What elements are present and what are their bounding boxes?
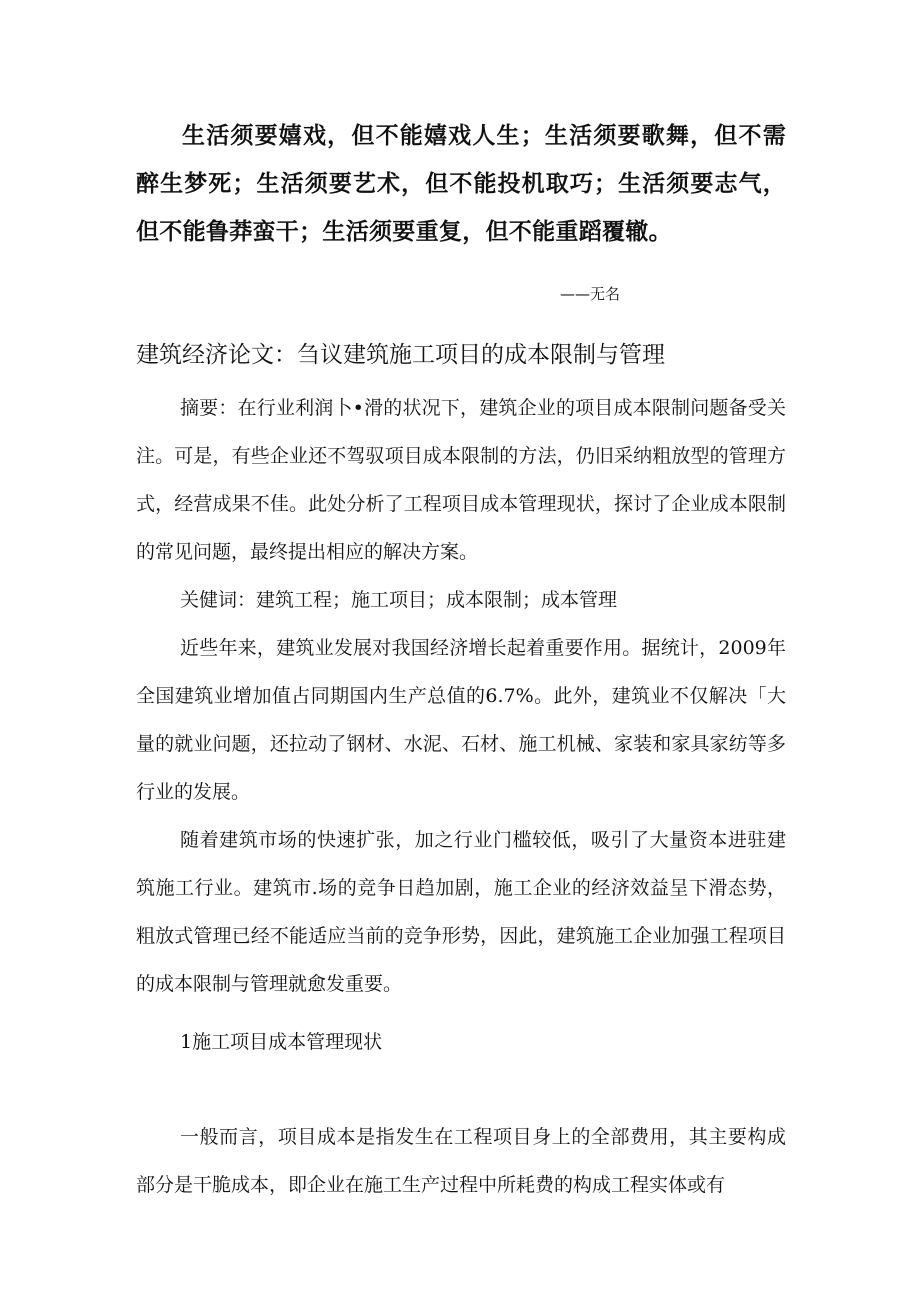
epigraph-attribution: ——无名 (560, 285, 621, 303)
keywords-line: 关健词：建筑工程；施工项目；成本限制；成本管理 (180, 589, 618, 611)
body-paragraph-1: 近些年来，建筑业发展对我国经济增长起着重要作用。据统计，2009年全国建筑业增加值占同期国内生产总值的6.7%。此外，建筑业不仅解决「大量的就业问题，还拉动了钢材、水泥、石材、施工机械、家装和家具家纺等多行业的发展。 (136, 637, 786, 803)
epigraph-quote: 生活须要嬉戏，但不能嬉戏人生；生活须要歌舞，但不需醉生梦死；生活须要艺术，但不能投机取巧；生活须要志气，但不能鲁莽蛮干；生活须要重复，但不能重蹈覆辙。 (136, 123, 786, 245)
body-paragraph-2: 随着建筑市场的快速扩张，加之行业门槛较低，吸引了大量资本进驻建筑施工行业。建筑市.场的竞争日趋加剧，施工企业的经济效益呈下滑态势，粗放式管理已经不能适应当前的竞争形势，因此，建筑施工企业加强工程项目的成本限制与管理就愈发重要。 (136, 829, 786, 995)
article-title: 建筑经济论文：刍议建筑施工项目的成本限制与管理 (136, 342, 665, 368)
abstract-paragraph: 摘要：在行业利润卜•滑的状况下，建筑企业的项目成本限制问题备受关注。可是，有些企业还不驾驭项目成本限制的方法，仍旧采纳粗放型的管理方式，经营成果不佳。此处分析了工程项目成本管理现状，探讨了企业成本限制的常见问题，最终提出相应的解决方案。 (136, 397, 786, 563)
section-heading: 1施工项目成本管理现状 (180, 1031, 383, 1053)
body-paragraph-3: 一般而言，项目成本是指发生在工程项目身上的全部费用，其主要构成部分是干脆成本，即企业在施工生产过程中所耗费的构成工程实体或有 (136, 1126, 786, 1196)
